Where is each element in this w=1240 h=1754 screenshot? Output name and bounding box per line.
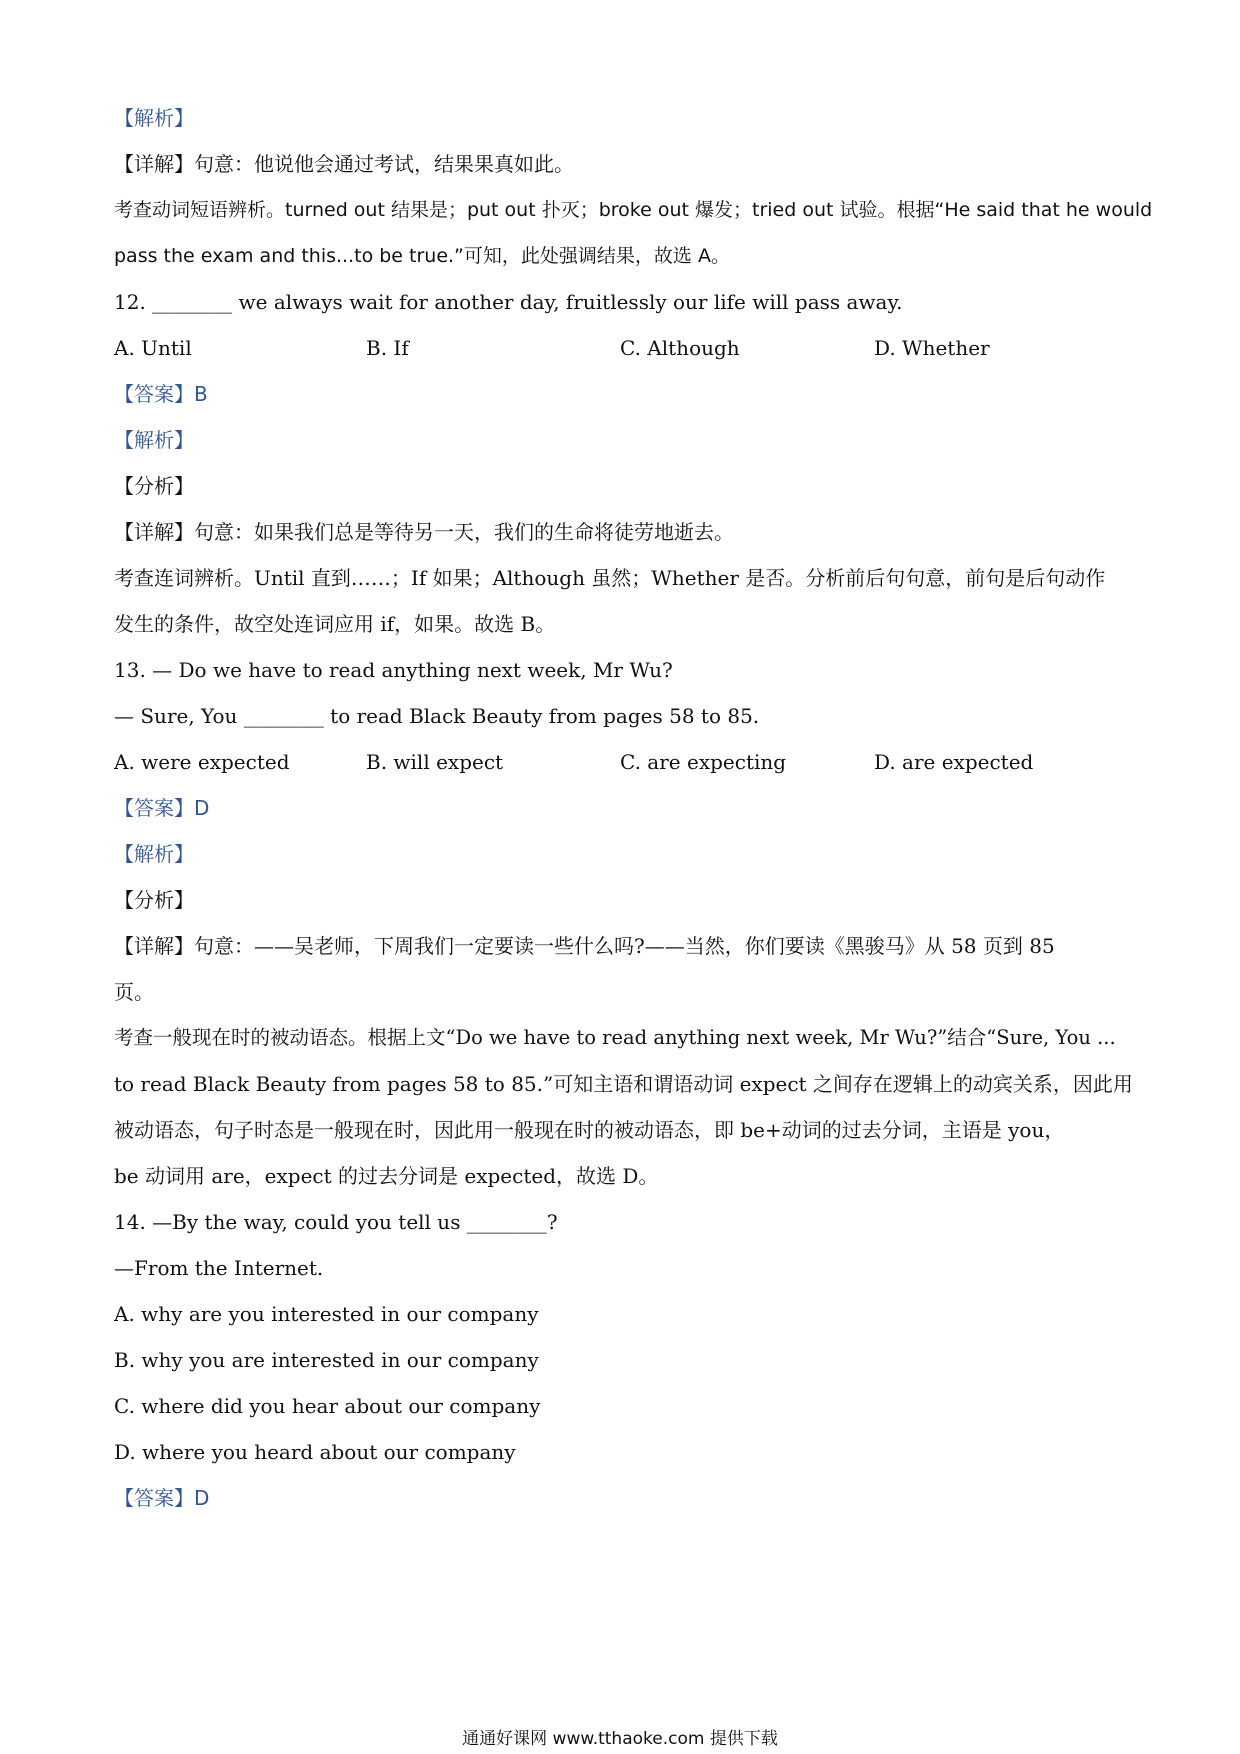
question-13-detail: 页。 xyxy=(114,980,154,1004)
question-14-option-a: A. why are you interested in our company xyxy=(114,1302,539,1326)
detail-explanation: 【详解】句意：他说他会通过考试，结果果真如此。 xyxy=(114,152,574,176)
question-14-option-b: B. why you are interested in our company xyxy=(114,1348,539,1372)
question-14-stem: —From the Internet. xyxy=(114,1256,324,1280)
question-13-explanation: to read Black Beauty from pages 58 to 85.”可知主语和谓语动词 expect 之间存在逻辑上的动宾关系，因此用 xyxy=(114,1072,1133,1096)
explanation-line: pass the exam and this...to be true.”可知，此处强调结果，故选 A。 xyxy=(114,245,730,267)
question-12-option-d: D. Whether xyxy=(874,336,990,360)
question-12-explanation: 考查连词辨析。Until 直到……；If 如果；Although 虽然；Whether 是否。分析前后句句意，前句是后句动作 xyxy=(114,566,1106,590)
question-13-analysis-label: 【分析】 xyxy=(114,888,194,912)
question-13-analysis-heading: 【解析】 xyxy=(114,842,194,866)
question-13-answer: 【答案】D xyxy=(114,796,210,820)
question-12-explanation: 发生的条件，故空处连词应用 if，如果。故选 B。 xyxy=(114,612,556,636)
question-13-stem: 13. — Do we have to read anything next week, Mr Wu? xyxy=(114,658,673,682)
question-14-answer: 【答案】D xyxy=(114,1486,210,1510)
question-14-option-c: C. where did you hear about our company xyxy=(114,1394,541,1418)
question-13-explanation: 被动语态，句子时态是一般现在时，因此用一般现在时的被动语态，即 be+动词的过去分词，主语是 you， xyxy=(114,1118,1065,1142)
question-13-stem: — Sure, You ________ to read Black Beauty from pages 58 to 85. xyxy=(114,704,760,728)
question-13-option-b: B. will expect xyxy=(366,750,504,774)
question-12-option-c: C. Although xyxy=(620,336,740,360)
question-12-detail: 【详解】句意：如果我们总是等待另一天，我们的生命将徒劳地逝去。 xyxy=(114,520,734,544)
question-13-explanation: 考查一般现在时的被动语态。根据上文“Do we have to read anything next week, Mr Wu?”结合“Sure, You ... xyxy=(114,1026,1116,1049)
question-13-option-c: C. are expecting xyxy=(620,750,787,774)
question-14-stem: 14. —By the way, could you tell us ________? xyxy=(114,1210,558,1234)
explanation-line: 考查动词短语辨析。turned out 结果是；put out 扑灭；broke out 爆发；tried out 试验。根据“He said that he would xyxy=(114,199,1153,221)
question-12-answer: 【答案】B xyxy=(114,382,208,406)
question-12-stem: 12. ________ we always wait for another day, fruitlessly our life will pass away. xyxy=(114,290,903,314)
question-13-option-d: D. are expected xyxy=(874,750,1034,774)
question-12-analysis-label: 【分析】 xyxy=(114,474,194,498)
question-14-option-d: D. where you heard about our company xyxy=(114,1440,516,1464)
question-13-detail: 【详解】句意：——吴老师，下周我们一定要读一些什么吗?——当然，你们要读《黑骏马》从 58 页到 85 xyxy=(114,934,1055,958)
question-13-option-a: A. were expected xyxy=(114,750,290,774)
question-12-option-b: B. If xyxy=(366,336,409,360)
question-12-option-a: A. Until xyxy=(114,336,192,360)
analysis-heading: 【解析】 xyxy=(114,106,194,130)
page-footer: 通通好课网 www.tthaoke.com 提供下载 xyxy=(462,1729,778,1749)
question-12-analysis-heading: 【解析】 xyxy=(114,428,194,452)
question-13-explanation: be 动词用 are，expect 的过去分词是 expected，故选 D。 xyxy=(114,1164,659,1188)
